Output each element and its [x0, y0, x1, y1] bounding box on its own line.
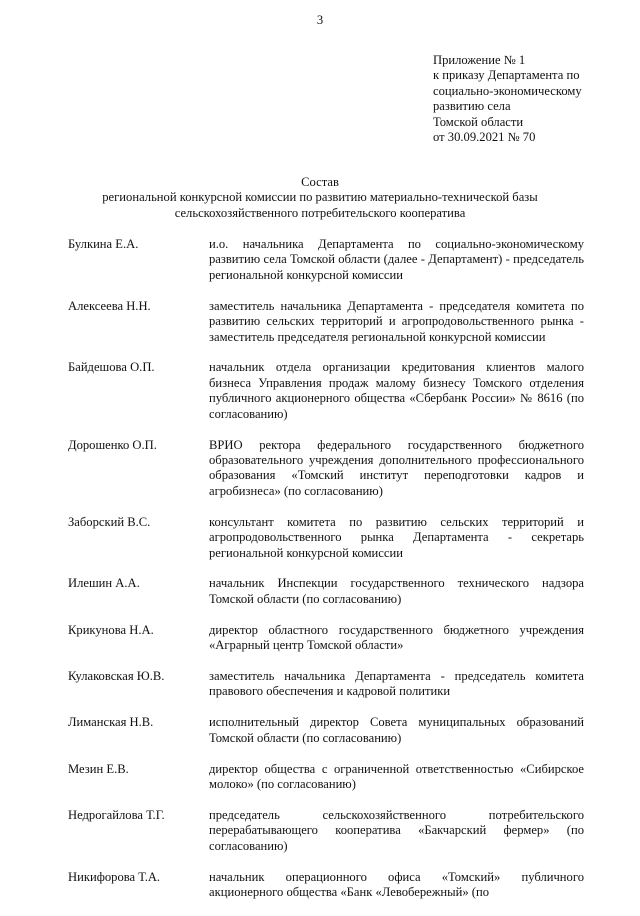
member-row: [68, 623, 584, 654]
member-row: [68, 715, 584, 746]
member-role: и.о. начальника Департамента по социально-экономическому развитию села Томской области (далее - Департамент) - председатель региональной конкурсной комиссии: [209, 237, 584, 282]
member-role: исполнительный директор Совета муниципальных образований Томской области (по согласованию): [209, 715, 584, 745]
member-row: [68, 237, 584, 283]
appendix-block: [433, 53, 633, 145]
member-row: [68, 360, 584, 422]
member-row: [68, 669, 584, 700]
member-name: Заборский В.С.: [68, 514, 151, 529]
member-row: [68, 438, 584, 500]
member-role: заместитель начальника Департамента - председатель комитета правового обеспечения и кадровой политики: [209, 669, 584, 699]
title-heading: Состав: [301, 175, 339, 189]
member-row: [68, 870, 584, 901]
member-role: директор областного государственного бюджетного учреждения «Аграрный центр Томской области»: [209, 622, 584, 653]
member-role: заместитель начальника Департамента - председателя комитета по развитию сельских территорий и агропродовольственного рынка - заместитель председателя региональной конкурсной комиссии: [209, 298, 584, 344]
member-list: [68, 237, 584, 916]
member-role: консультант комитета по развитию сельских территорий и агропродовольственного рынка Департамента - секретарь региональной конкурсной комиссии: [209, 514, 584, 560]
document-title: [60, 175, 580, 221]
appendix-line: от 30.09.2021 № 70: [433, 130, 536, 145]
appendix-line: развитию села: [433, 99, 511, 114]
member-name: Крикунова Н.А.: [68, 622, 154, 637]
appendix-line: социально-экономическому: [433, 83, 582, 98]
member-name: Илешин А.А.: [68, 576, 140, 591]
member-row: [68, 515, 584, 561]
member-name: Никифорова Т.А.: [68, 869, 161, 884]
title-line: сельскохозяйственного потребительского кооператива: [174, 205, 466, 220]
member-role: председатель сельскохозяйственного потребительского перерабатывающего кооператива «Бакчарский фермер» (по согласованию): [209, 807, 584, 853]
page-number: 3: [316, 13, 324, 27]
member-role: директор общества с ограниченной ответственностью «Сибирское молоко» (по согласованию): [209, 761, 584, 792]
member-name: Дорошенко О.П.: [68, 437, 157, 452]
member-name: Байдешова О.П.: [68, 360, 155, 375]
member-role: начальник операционного офиса «Томский» публичного акционерного общества «Банк «Левобережный» (по: [209, 869, 584, 900]
member-name: Алексеева Н.Н.: [68, 298, 151, 313]
member-name: Лиманская Н.В.: [68, 715, 154, 730]
member-row: [68, 762, 584, 793]
member-name: Булкина Е.А.: [68, 237, 139, 251]
title-line: региональной конкурсной комиссии по развитию материально-технической базы: [102, 190, 538, 205]
member-role: ВРИО ректора федерального государственного бюджетного образовательного учреждения дополнительного профессионального образования «Томский институт переподготовки кадров и агробизнеса» (по согласованию): [209, 437, 584, 498]
appendix-line: Томской области: [433, 114, 524, 129]
member-name: Недрогайлова Т.Г.: [68, 807, 165, 822]
member-name: Кулаковская Ю.В.: [68, 669, 165, 684]
appendix-line: к приказу Департамента по: [433, 68, 580, 83]
member-name: Мезин Е.В.: [68, 761, 129, 776]
member-row: [68, 808, 584, 854]
appendix-line: Приложение № 1: [433, 53, 526, 67]
member-row: [68, 299, 584, 345]
member-row: [68, 576, 584, 607]
member-role: начальник Инспекции государственного технического надзора Томской области (по согласованию): [209, 576, 584, 606]
member-role: начальник отдела организации кредитования клиентов малого бизнеса Управления продаж малому бизнесу Томского отделения публичного акционерного общества «Сбербанк России» № 8616 (по согласованию): [209, 360, 584, 421]
